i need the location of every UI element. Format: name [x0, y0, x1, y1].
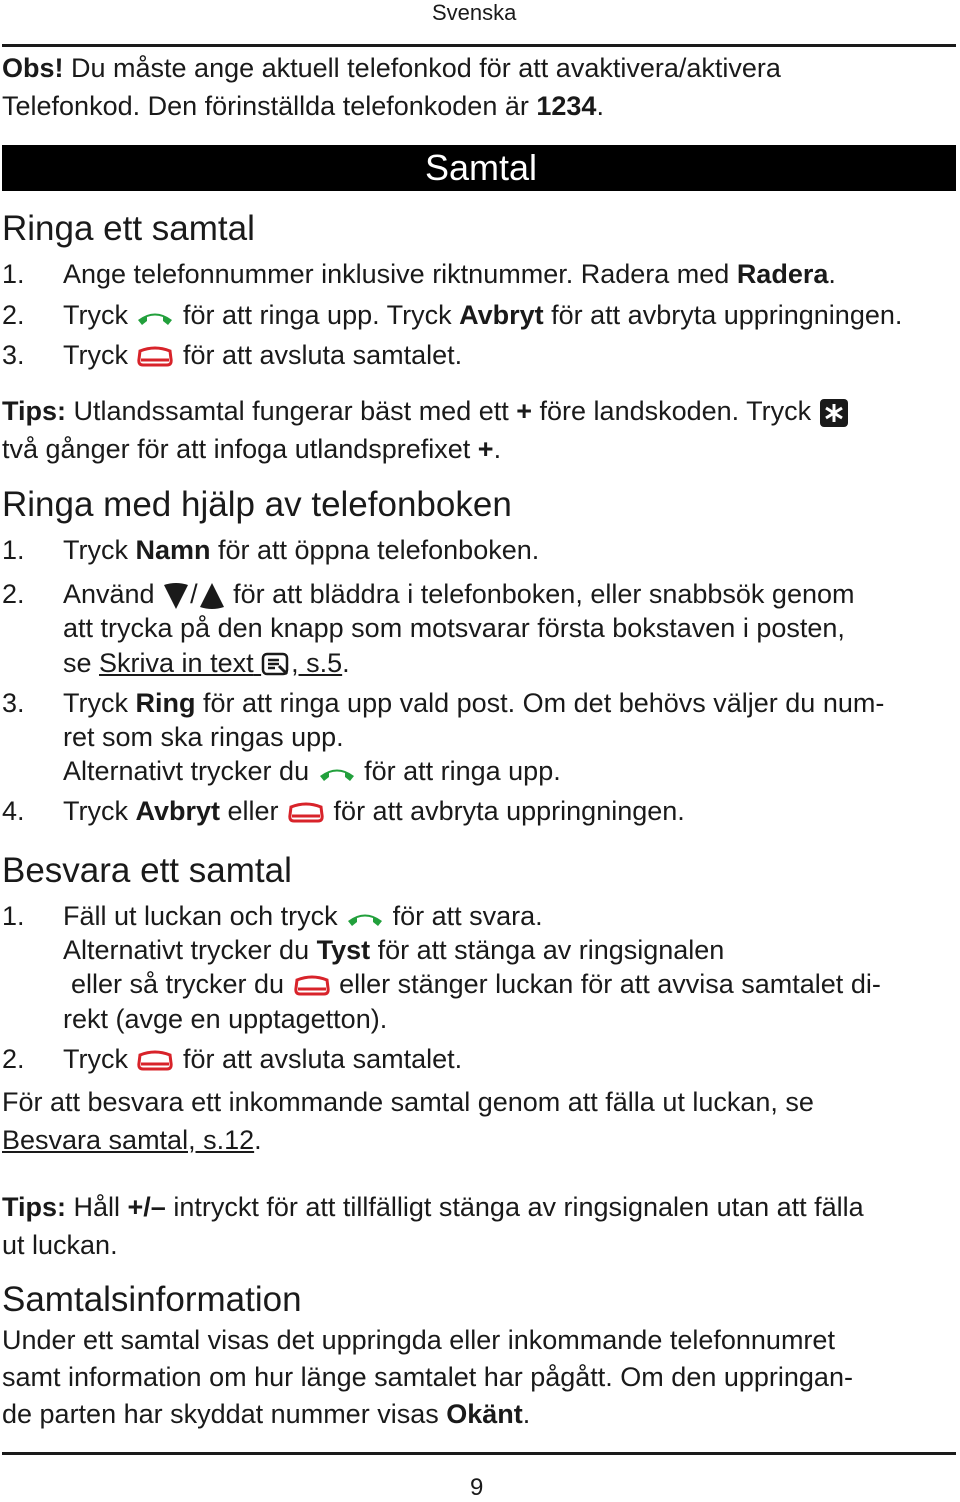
phonebook-step-2-line-2: att trycka på den knapp som motsvarar första bokstaven i posten, — [63, 613, 845, 643]
red-end-call-icon — [286, 802, 326, 824]
heading-phonebook: Ringa med hjälp av telefonboken — [2, 485, 512, 524]
step-number: 1. — [2, 259, 25, 289]
phonebook-step-4: Tryck Avbryt eller för att avbryta uppringningen. — [63, 796, 685, 826]
tips1-line-1: Tips: Utlandssamtal fungerar bäst med ett + före landskoden. Tryck — [2, 393, 849, 429]
footer-rule — [2, 1452, 956, 1455]
page-number: 9 — [470, 1474, 484, 1501]
red-end-call-icon — [292, 975, 332, 997]
besvara-paragraph: För att besvara ett inkommande samtal genom att fälla ut luckan, se — [2, 1087, 814, 1117]
phonebook-step-2-line-3: se Skriva in text , s.5. — [63, 648, 350, 678]
tips2-line-1: Tips: Håll +/– intryckt för att tillfälligt stänga av ringsignalen utan att fälla — [2, 1192, 864, 1222]
text-input-icon — [261, 652, 291, 678]
tips2-line-2: ut luckan. — [2, 1230, 118, 1260]
tips1-line-2: två gånger för att infoga utlandsprefixet +. — [2, 434, 502, 464]
step-number: 2. — [2, 300, 25, 330]
section-title: Samtal — [425, 147, 538, 188]
besvara-step-1-line-3: eller så trycker du eller stänger luckan för att avvisa samtalet di- — [71, 969, 881, 999]
phonebook-step-1: Tryck Namn för att öppna telefonboken. — [63, 535, 540, 565]
green-call-icon — [135, 306, 175, 328]
step-number: 3. — [2, 688, 25, 718]
phonebook-step-3-line-2: ret som ska ringas upp. — [63, 722, 344, 752]
header-rule — [2, 44, 956, 47]
besvara-step-1-line-4: rekt (avge en upptagetton). — [63, 1004, 388, 1034]
phonebook-step-2: Använd / för att bläddra i telefonboken, eller snabbsök genom — [63, 579, 855, 609]
down-arrow-key-icon — [162, 581, 190, 611]
step-number: 2. — [2, 1044, 25, 1074]
heading-ringa: Ringa ett samtal — [2, 209, 255, 248]
green-call-icon — [317, 762, 357, 784]
note-line-2: Telefonkod. Den förinställda telefonkoden är 1234. — [2, 91, 604, 121]
step-number: 3. — [2, 340, 25, 370]
ringa-step-2: Tryck för att ringa upp. Tryck Avbryt för att avbryta uppringningen. — [63, 300, 903, 330]
ringa-step-3: Tryck för att avsluta samtalet. — [63, 340, 463, 370]
step-number: 1. — [2, 901, 25, 931]
note-line-1: Obs! Du måste ange aktuell telefonkod för att avaktivera/aktivera — [2, 53, 781, 83]
phonebook-step-3: Tryck Ring för att ringa upp vald post. Om det behövs väljer du num- — [63, 688, 885, 718]
besvara-paragraph-line-2: Besvara samtal, s.12. — [2, 1125, 262, 1155]
green-call-icon — [345, 907, 385, 929]
heading-info: Samtalsinformation — [2, 1280, 302, 1319]
red-end-call-icon — [135, 1050, 175, 1072]
up-arrow-key-icon — [198, 581, 226, 611]
besvara-step-2: Tryck för att avsluta samtalet. — [63, 1044, 463, 1074]
besvara-step-1-line-2: Alternativt trycker du Tyst för att stänga av ringsignalen — [63, 935, 725, 965]
red-end-call-icon — [135, 346, 175, 368]
heading-besvara: Besvara ett samtal — [2, 851, 292, 890]
info-line-1: Under ett samtal visas det uppringda eller inkommande telefonnumret — [2, 1325, 835, 1355]
phonebook-step-3-line-3: Alternativt trycker du för att ringa upp. — [63, 756, 561, 786]
star-key-icon — [819, 398, 849, 428]
step-number: 4. — [2, 796, 25, 826]
info-line-3: de parten har skyddat nummer visas Okänt. — [2, 1399, 531, 1429]
language-label: Svenska — [432, 0, 517, 25]
info-line-2: samt information om hur länge samtalet har pågått. Om den uppringan- — [2, 1362, 853, 1392]
ringa-step-1: Ange telefonnummer inklusive riktnummer. Radera med Radera. — [63, 259, 836, 289]
step-number: 2. — [2, 579, 25, 609]
besvara-samtal-link[interactable]: Besvara samtal, s.12 — [2, 1125, 255, 1155]
besvara-step-1: Fäll ut luckan och tryck för att svara. — [63, 901, 543, 931]
skriva-in-text-link[interactable]: Skriva in text , s.5 — [99, 648, 343, 678]
section-banner — [2, 145, 956, 191]
step-number: 1. — [2, 535, 25, 565]
